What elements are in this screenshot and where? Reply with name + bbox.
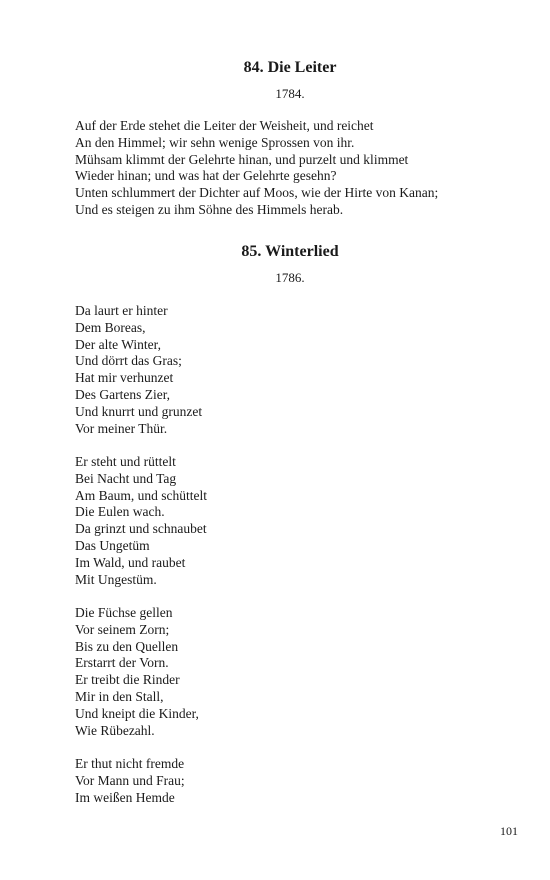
verse-line: Da grinzt und schnaubet (75, 521, 207, 537)
verse-line: Mit Ungestüm. (75, 571, 157, 587)
verse-line: Und dörrt das Gras; (75, 353, 182, 369)
verse-line: Er thut nicht fremde (75, 756, 185, 771)
poem-84-title: 84. Die Leiter (243, 59, 337, 76)
verse-line: Am Baum, und schüttelt (75, 487, 207, 503)
stanza-1 (75, 303, 525, 437)
verse-line: Dem Boreas, (75, 319, 146, 335)
verse-line: Da laurt er hinter (75, 303, 168, 318)
verse-line: Mir in den Stall, (75, 688, 164, 704)
stanza-3 (75, 605, 525, 739)
stanza-4 (75, 756, 525, 806)
verse-line: Und es steigen zu ihm Söhne des Himmels herab. (75, 201, 344, 217)
verse-line: Die Füchse gellen (75, 605, 173, 620)
poem-85-title: 85. Winterlied (241, 243, 339, 260)
verse-line: Er treibt die Rinder (75, 672, 180, 688)
verse-line: Bis zu den Quellen (75, 638, 179, 654)
stanza-2 (75, 454, 525, 588)
verse-line: Im Wald, und raubet (75, 554, 186, 570)
verse-line: Und knurrt und grunzet (75, 403, 203, 419)
verse-line: Auf der Erde stehet die Leiter der Weisheit, und reichet (75, 118, 374, 133)
page-number: 101 (500, 824, 518, 838)
verse-line: An den Himmel; wir sehn wenige Sprossen von ihr. (75, 134, 355, 150)
verse-line: Unten schlummert der Dichter auf Moos, wie der Hirte von Kanan; (75, 185, 439, 201)
verse-line: Die Eulen wach. (75, 504, 165, 520)
verse-line: Vor seinem Zorn; (75, 621, 170, 637)
verse-line: Bei Nacht und Tag (75, 470, 177, 486)
verse-line: Des Gartens Zier, (75, 386, 171, 402)
verse-line: Das Ungetüm (75, 537, 150, 553)
poem-84-text (75, 118, 525, 219)
verse-line: Vor Mann und Frau; (75, 772, 185, 788)
verse-line: Wieder hinan; und was hat der Gelehrte gesehn? (75, 168, 337, 184)
poem-85-year: 1786. (275, 270, 305, 285)
verse-line: Im weißen Hemde (75, 789, 175, 805)
verse-line: Wie Rübezahl. (75, 722, 155, 738)
poem-84-year: 1784. (275, 86, 305, 101)
verse-line: Mühsam klimmt der Gelehrte hinan, und purzelt und klimmet (75, 151, 409, 167)
verse-line: Erstarrt der Vorn. (75, 655, 169, 671)
verse-line: Hat mir verhunzet (75, 370, 174, 386)
verse-line: Der alte Winter, (75, 336, 162, 352)
verse-line: Vor meiner Thür. (75, 420, 168, 436)
verse-line: Er steht und rüttelt (75, 454, 176, 469)
verse-line: Und kneipt die Kinder, (75, 705, 199, 721)
